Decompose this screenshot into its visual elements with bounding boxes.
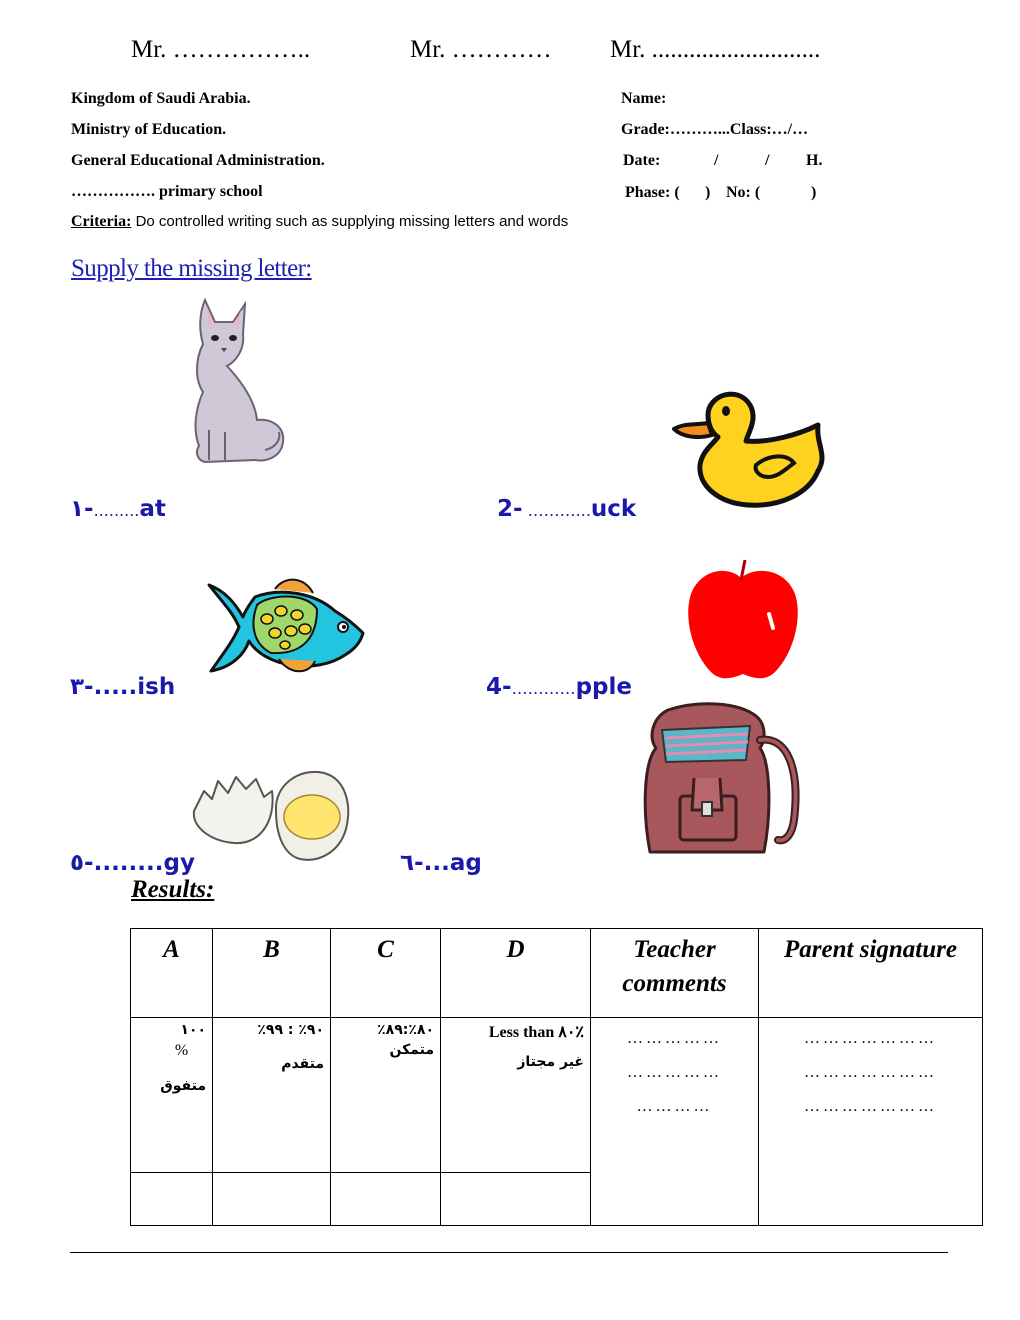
question-2: 2- ………...uck [497,496,637,522]
date-hijri-suffix: H. [806,152,823,169]
header-administration: General Educational Administration. [71,152,325,169]
grade-c-mark-cell[interactable] [331,1173,441,1226]
grade-b-mark-cell[interactable] [213,1173,331,1226]
cat-picture [185,300,295,470]
question-6: ٦-...ag [400,850,482,876]
question-1: ١-.........at [70,496,166,522]
header-grade-b: B [213,929,331,1018]
grade-b-criteria: ٩٠٪ : ٩٩٪ متقدم [213,1018,331,1173]
teacher-mr-1: Mr. …………….. [131,36,311,63]
number-close: ) [811,184,817,201]
results-table [130,928,983,1226]
header-kingdom: Kingdom of Saudi Arabia. [71,90,251,107]
exercise-title: Supply the missing letter: [71,255,312,282]
grade-a-criteria: ١٠٠ % متفوق [131,1018,213,1173]
header-grade-c: C [331,929,441,1018]
footer-rule [70,1252,948,1253]
duck-picture [668,385,833,510]
question-4: 4-…………pple [486,674,632,700]
grade-class-label: Grade:………...Class:…/… [621,121,809,138]
fish-picture [205,575,365,680]
egg-picture [190,755,355,865]
phase-close: ) [705,184,711,201]
teacher-comments-cell[interactable]: …………… …………… ………… [591,1018,759,1226]
question-3: ٣-.....ish [70,674,176,700]
date-separator: / [714,152,719,169]
grade-c-criteria: ٨٠٪:٨٩٪ متمكن [331,1018,441,1173]
number-label: No: ( [726,184,761,201]
header-grade-a: A [131,929,213,1018]
apple-picture [685,558,800,683]
parent-signature-cell[interactable]: ………………… ………………… ………………… [759,1018,983,1226]
phase-label: Phase: ( [625,184,680,201]
header-teacher-comments: Teacher comments [591,929,759,1018]
criteria-text: Do controlled writing such as supplying missing letters and words [135,213,569,230]
bag-picture [638,700,803,860]
header-school: ……………. primary school [71,183,263,200]
header-parent-signature: Parent signature [759,929,983,1018]
question-5: ٥-........gy [70,850,195,876]
grade-d-criteria: Less than ٨٠٪ غير مجتاز [441,1018,591,1173]
grade-d-mark-cell[interactable] [441,1173,591,1226]
results-title: Results: [131,876,215,903]
teacher-mr-3: Mr. ........................... [610,36,821,63]
header-ministry: Ministry of Education. [71,121,227,138]
criteria-line [71,213,568,231]
criteria-label: Criteria: [71,213,132,230]
grade-a-mark-cell[interactable] [131,1173,213,1226]
teacher-mr-2: Mr. ………… [410,36,552,63]
date-separator: / [765,152,770,169]
name-label: Name: [621,90,667,107]
header-grade-d: D [441,929,591,1018]
date-label: Date: [623,152,661,169]
